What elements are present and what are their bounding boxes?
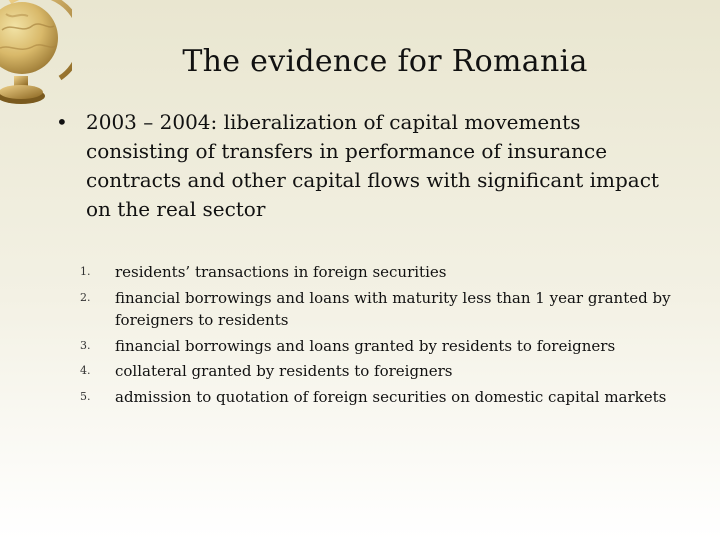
list-item-number: 3. xyxy=(80,338,91,352)
list-item xyxy=(80,287,680,332)
list-item-number: 4. xyxy=(80,364,91,377)
bullet-marker: • xyxy=(56,110,68,134)
list-item-number: 5. xyxy=(80,389,91,403)
list-item-number: 2. xyxy=(80,290,91,304)
list-item xyxy=(80,261,680,284)
slide-title: The evidence for Romania xyxy=(182,44,588,79)
list-item xyxy=(80,360,680,383)
main-bullet xyxy=(56,108,676,224)
list-item-text: collateral granted by residents to foreigners xyxy=(115,362,453,380)
list-item-text: residents’ transactions in foreign securities xyxy=(115,263,447,281)
list-item-text: financial borrowings and loans with maturity less than 1 year granted by foreigners to residents xyxy=(115,288,671,329)
list-item-text: financial borrowings and loans granted by residents to foreigners xyxy=(115,336,616,355)
list-item xyxy=(80,335,680,358)
numbered-list xyxy=(80,261,680,411)
list-item-text: admission to quotation of foreign securities on domestic capital markets xyxy=(115,387,667,406)
list-item xyxy=(80,386,680,409)
bullet-text: 2003 – 2004: liberalization of capital movements consisting of transfers in performance of insurance contracts and other capital flows with significant impact on the real sector xyxy=(86,110,659,221)
globe-icon xyxy=(0,0,72,110)
list-item-number: 1. xyxy=(80,265,91,278)
